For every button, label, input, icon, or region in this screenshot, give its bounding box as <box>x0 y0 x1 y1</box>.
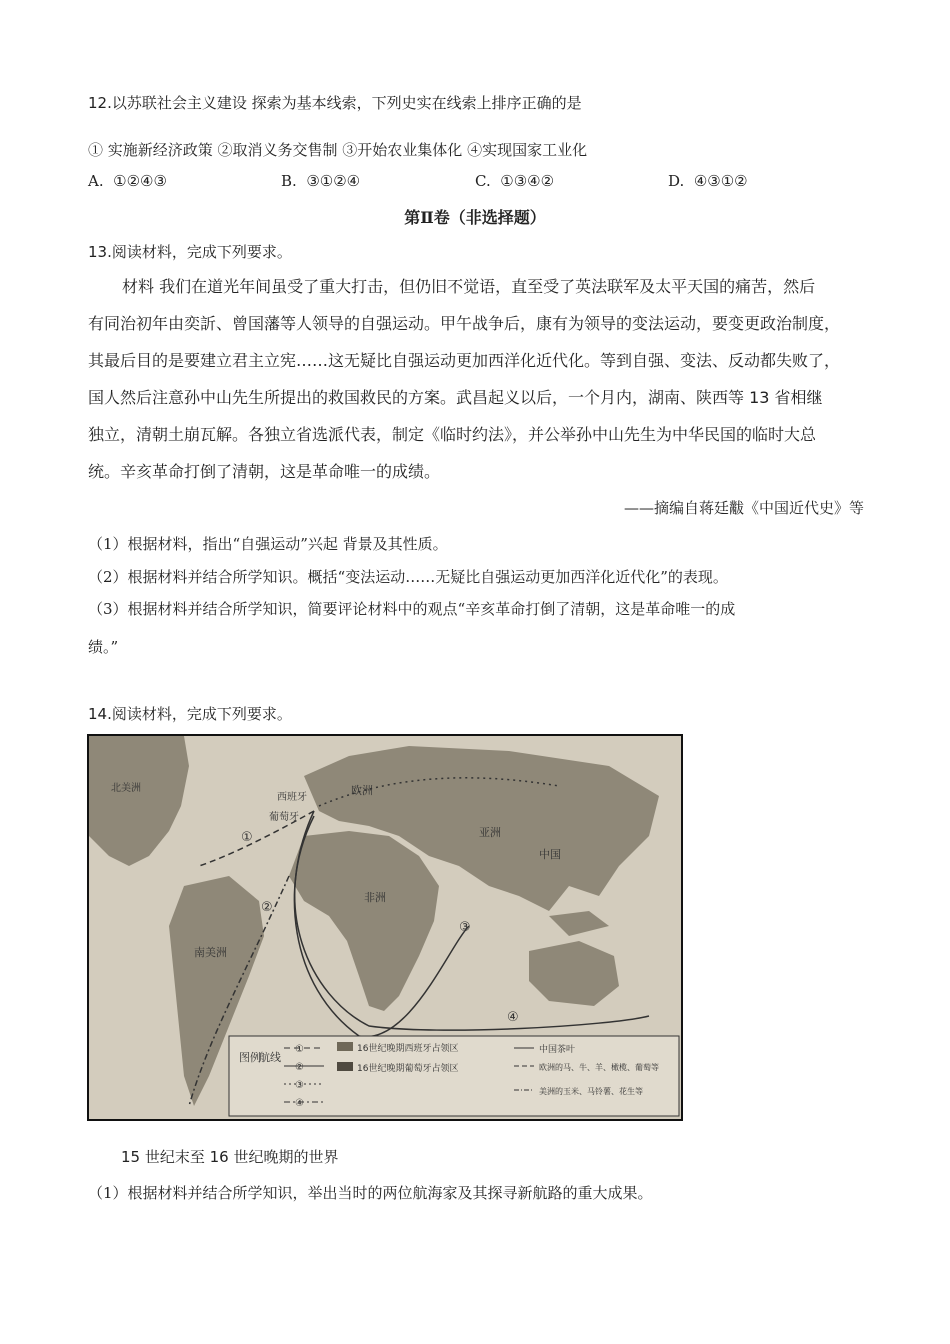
legend-portugal-area: 16世纪晚期葡萄牙占领区 <box>357 1064 459 1074</box>
map-caption: 15 世纪末至 16 世纪晚期的世界 <box>121 1148 339 1166</box>
legend-title: 图例 <box>239 1051 261 1064</box>
material-line: 统。辛亥革命打倒了清朝，这是革命唯一的成绩。 <box>88 462 441 481</box>
q12-option-d <box>668 172 748 190</box>
legend-r1: ① <box>295 1044 304 1055</box>
section-title: 第Ⅱ卷（非选择题） <box>404 208 546 227</box>
legend-r2: ② <box>295 1062 304 1073</box>
option-text: ④③①② <box>693 172 748 190</box>
q12-option-b <box>281 172 360 190</box>
material-line: 其最后目的是要建立君主立宪……这无疑比自强运动更加西洋化近代化。等到自强、变法、反动都失败了， <box>88 351 841 370</box>
label-south-america: 南美洲 <box>194 946 227 959</box>
legend-spain-area: 16世纪晚期西班牙占领区 <box>357 1044 459 1054</box>
world-map-figure <box>87 734 683 1121</box>
option-letter: C. <box>475 172 491 190</box>
legend-tea: 中国茶叶 <box>539 1045 576 1055</box>
map-legend <box>229 1036 679 1116</box>
label-europe: 欧洲 <box>351 784 373 797</box>
option-text: ①③④② <box>500 172 555 190</box>
q13-sub2: （2）根据材料并结合所学知识。概括“变法运动……无疑比自强运动更加西洋化近代化”的表现。 <box>88 568 728 586</box>
material-line: 独立，清朝土崩瓦解。各独立省选派代表，制定《临时约法》，并公举孙中山先生为中华民国的临时大总 <box>88 425 817 444</box>
q14-stem: 14.阅读材料，完成下列要求。 <box>88 705 292 723</box>
label-route-3: ③ <box>459 920 471 935</box>
legend-europe-goods: 欧洲的马、牛、羊、橄榄、葡萄等 <box>539 1063 659 1072</box>
label-spain: 西班牙 <box>277 792 307 803</box>
material-line: 有同治初年由奕訢、曾国藩等人领导的自强运动。甲午战争后，康有为领导的变法运动，要变更政治制度， <box>88 314 841 333</box>
legend-r4: ④ <box>295 1098 304 1109</box>
q12-option-a <box>88 172 167 190</box>
q13-stem: 13.阅读材料，完成下列要求。 <box>88 243 292 261</box>
option-letter: D. <box>668 172 685 190</box>
legend-r3: ③ <box>295 1080 304 1091</box>
option-letter: B. <box>281 172 297 190</box>
q13-sub3-line2: 绩。” <box>88 638 119 656</box>
q13-material <box>88 268 888 490</box>
label-route-1: ① <box>241 830 253 845</box>
label-portugal: 葡萄牙 <box>269 812 299 823</box>
q13-sub1: （1）根据材料，指出“自强运动”兴起 背景及其性质。 <box>88 535 448 553</box>
option-text: ①②④③ <box>113 172 167 190</box>
label-route-4: ④ <box>507 1010 519 1025</box>
q12-option-c <box>475 172 554 190</box>
label-africa: 非洲 <box>364 891 386 904</box>
label-asia: 亚洲 <box>479 826 501 839</box>
material-line: 国人然后注意孙中山先生所提出的救国救民的方案。武昌起义以后，一个月内，湖南、陕西等 13 省相继 <box>88 388 823 407</box>
label-north-america: 北美洲 <box>111 783 141 794</box>
option-text: ③①②④ <box>306 172 361 190</box>
q13-source: ——摘编自蒋廷黻《中国近代史》等 <box>623 499 864 517</box>
legend-america-goods: 美洲的玉米、马铃薯、花生等 <box>539 1087 643 1096</box>
q13-sub3-line1: （3）根据材料并结合所学知识，简要评论材料中的观点“辛亥革命打倒了清朝，这是革命唯一的成 <box>88 600 736 618</box>
option-letter: A. <box>88 172 104 190</box>
material-line: 材料 我们在道光年间虽受了重大打击，但仍旧不觉语，直至受了英法联军及太平天国的痛苦，然后 <box>122 277 816 296</box>
q14-sub1: （1）根据材料并结合所学知识，举出当时的两位航海家及其探寻新航路的重大成果。 <box>88 1184 653 1202</box>
label-route-2: ② <box>261 900 273 915</box>
q12-stem: 12.以苏联社会主义建设 探索为基本线索，下列史实在线索上排序正确的是 <box>88 94 582 112</box>
q12-items: ① 实施新经济政策 ②取消义务交售制 ③开始农业集体化 ④实现国家工业化 <box>88 141 588 159</box>
label-china: 中国 <box>539 848 561 861</box>
legend-routes-label: 航线 <box>259 1051 281 1064</box>
